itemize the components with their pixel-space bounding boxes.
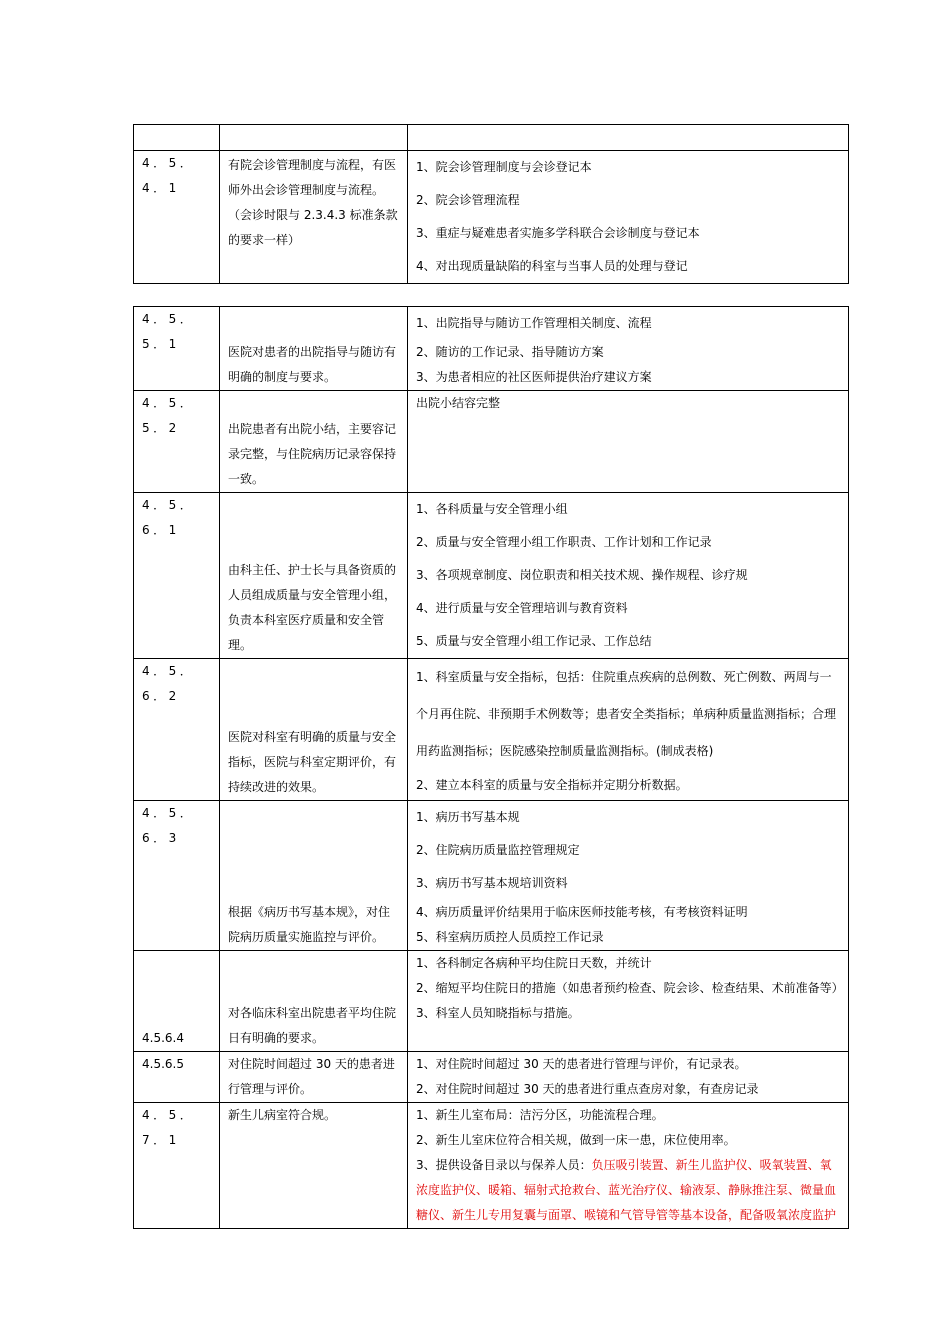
evidence-list bbox=[408, 659, 849, 801]
spacer-row bbox=[134, 284, 849, 307]
list-item: 2、缩短平均住院日的措施（如患者预约检查、院会诊、检查结果、术前准备等） bbox=[416, 981, 844, 995]
clause-description: 新生儿病室符合规。 bbox=[220, 1103, 408, 1229]
list-item: 3、为患者相应的社区医师提供治疗建议方案 bbox=[416, 370, 652, 384]
table-row bbox=[134, 801, 849, 951]
list-item: 2、新生儿室床位符合相关规，做到一床一患，床位使用率。 bbox=[416, 1133, 736, 1147]
evidence-list bbox=[408, 1103, 849, 1229]
header-row bbox=[134, 125, 849, 151]
list-item: 2、院会诊管理流程 bbox=[416, 193, 520, 207]
clause-id: 4．5．5．1 bbox=[134, 307, 220, 391]
list-item: 2、住院病历质量监控管理规定 bbox=[416, 843, 580, 857]
table-row bbox=[134, 659, 849, 801]
list-item: 4、进行质量与安全管理培训与教育资料 bbox=[416, 601, 628, 615]
list-item: 1、各科制定各病种平均住院日天数，并统计 bbox=[416, 956, 652, 970]
list-item: 3、重症与疑难患者实施多学科联合会诊制度与登记本 bbox=[416, 226, 700, 240]
clause-description: 对住院时间超过 30 天的患者进行管理与评价。 bbox=[220, 1052, 408, 1103]
list-item: 1、新生儿室布局：洁污分区，功能流程合理。 bbox=[416, 1108, 664, 1122]
clause-description: 出院患者有出院小结，主要容记录完整，与住院病历记录容保持一致。 bbox=[220, 391, 408, 493]
list-item: 3、病历书写基本规培训资料 bbox=[416, 876, 568, 890]
evidence-list bbox=[408, 151, 849, 284]
table-row bbox=[134, 151, 849, 284]
table-row bbox=[134, 391, 849, 493]
evidence-list bbox=[408, 493, 849, 659]
list-item: 1、出院指导与随访工作管理相关制度、流程 bbox=[416, 316, 652, 330]
clause-id: 4.5.6.4 bbox=[134, 951, 220, 1052]
list-item: 个月再住院、非预期手术例数等；患者安全类指标；单病种质量监测指标；合理 bbox=[416, 707, 837, 721]
clause-description: 由科主任、护士长与具备资质的人员组成质量与安全管理小组，负责本科室医疗质量和安全管理。 bbox=[220, 493, 408, 659]
evidence-list bbox=[408, 391, 849, 493]
clause-id: 4．5．6．2 bbox=[134, 659, 220, 801]
list-item: 4、对出现质量缺陷的科室与当事人员的处理与登记 bbox=[416, 259, 688, 273]
list-item: 1、科室质量与安全指标，包括：住院重点疾病的总例数、死亡例数、两周与一 bbox=[416, 670, 832, 684]
standards-table bbox=[133, 124, 849, 1229]
table-row bbox=[134, 1052, 849, 1103]
list-item: 1、病历书写基本规 bbox=[416, 810, 520, 824]
clause-description: 有院会诊管理制度与流程，有医师外出会诊管理制度与流程。（会诊时限与 2.3.4.3 标准条款的要求一样） bbox=[220, 151, 408, 284]
clause-description: 根据《病历书写基本规》，对住院病历质量实施监控与评价。 bbox=[220, 801, 408, 951]
list-item: 用药监测指标；医院感染控制质量监测指标。(制成表格) bbox=[416, 744, 714, 758]
table-row bbox=[134, 493, 849, 659]
list-item: 1、对住院时间超过 30 天的患者进行管理与评价，有记录表。 bbox=[416, 1057, 747, 1071]
clause-id: 4．5．6．1 bbox=[134, 493, 220, 659]
highlighted-equipment-text: 负压吸引装置、新生儿监护仪、吸氧装置、氧浓度监护仪、暖箱、辐射式抢救台、蓝光治疗仪、输液泵、静脉推注泵、微量血糖仪、新生儿专用复囊与面罩、喉镜和气管导管等基本设备，配备吸氧浓度监护 bbox=[416, 1158, 837, 1222]
clause-id: 4．5．4．1 bbox=[134, 151, 220, 284]
clause-id: 4．5．7．1 bbox=[134, 1103, 220, 1229]
list-item: 1、院会诊管理制度与会诊登记本 bbox=[416, 160, 592, 174]
item-prefix: 3、提供设备目录以与保养人员： bbox=[416, 1158, 592, 1172]
list-item: 5、科室病历质控人员质控工作记录 bbox=[416, 930, 604, 944]
list-item: 2、对住院时间超过 30 天的患者进行重点查房对象，有查房记录 bbox=[416, 1082, 759, 1096]
list-item: 3、各项规章制度、岗位职责和相关技术规、操作规程、诊疗规 bbox=[416, 568, 748, 582]
table-row bbox=[134, 307, 849, 391]
list-item: 出院小结容完整 bbox=[416, 396, 501, 410]
evidence-list bbox=[408, 801, 849, 951]
list-item: 2、质量与安全管理小组工作职责、工作计划和工作记录 bbox=[416, 535, 712, 549]
clause-description: 对各临床科室出院患者平均住院日有明确的要求。 bbox=[220, 951, 408, 1052]
clause-id: 4．5．5．2 bbox=[134, 391, 220, 493]
list-item: 4、病历质量评价结果用于临床医师技能考核，有考核资料证明 bbox=[416, 905, 748, 919]
evidence-list bbox=[408, 951, 849, 1052]
list-item bbox=[416, 1153, 840, 1228]
evidence-list bbox=[408, 1052, 849, 1103]
clause-id: 4．5．6．3 bbox=[134, 801, 220, 951]
evidence-list bbox=[408, 307, 849, 391]
list-item: 1、各科质量与安全管理小组 bbox=[416, 502, 568, 516]
list-item: 5、质量与安全管理小组工作记录、工作总结 bbox=[416, 634, 652, 648]
list-item: 2、随访的工作记录、指导随访方案 bbox=[416, 345, 604, 359]
clause-id: 4.5.6.5 bbox=[134, 1052, 220, 1103]
list-item: 3、科室人员知晓指标与措施。 bbox=[416, 1006, 580, 1020]
clause-description: 医院对患者的出院指导与随访有明确的制度与要求。 bbox=[220, 307, 408, 391]
clause-description: 医院对科室有明确的质量与安全指标，医院与科室定期评价，有持续改进的效果。 bbox=[220, 659, 408, 801]
table-row bbox=[134, 1103, 849, 1229]
table-row bbox=[134, 951, 849, 1052]
list-item: 2、建立本科室的质量与安全指标并定期分析数据。 bbox=[416, 778, 688, 792]
